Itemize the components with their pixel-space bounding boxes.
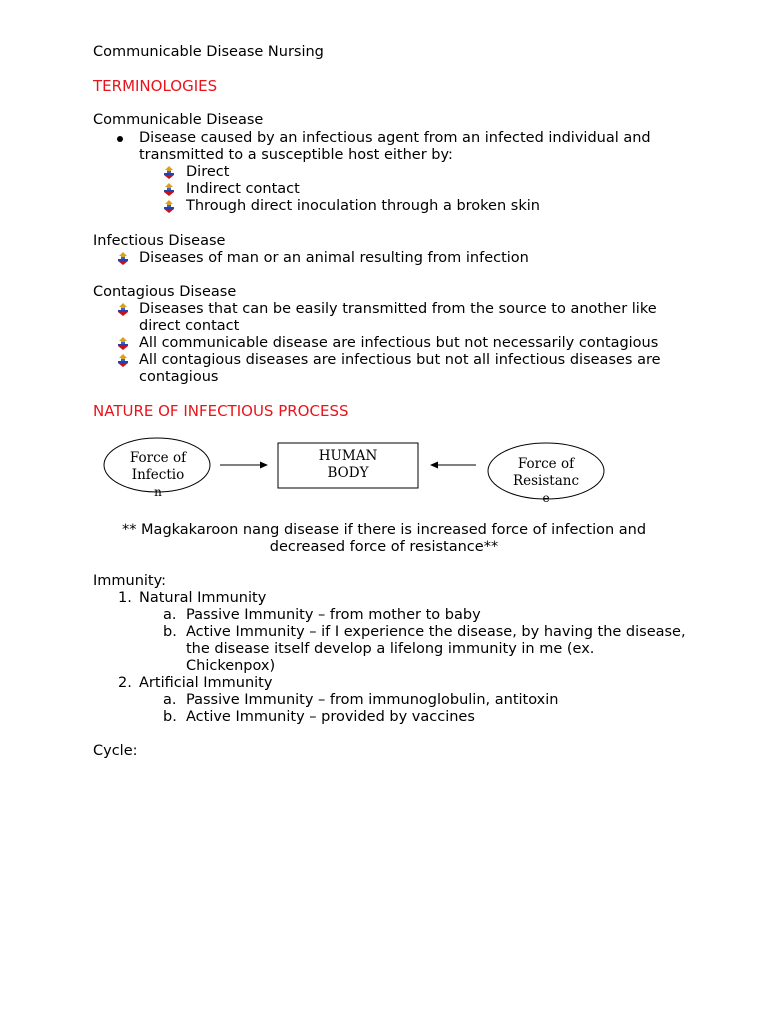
force-of-infection-line1: Force of [129,450,187,466]
arrow-bullet-icon [116,252,130,265]
force-of-resistance-line2: Resistanc [512,473,580,489]
mode-direct: Direct [186,164,230,180]
list-letter: a. [163,692,177,708]
infectious-disease-term: Infectious Disease [93,233,226,249]
list-letter: b. [163,709,177,725]
arrow-right-icon [260,462,268,469]
list-number: 1. [118,590,132,606]
contagious-item1-line2: direct contact [139,318,240,334]
contagious-item3-line1: All contagious diseases are infectious but not all infectious diseases are [139,352,661,368]
force-of-infection-line3: n [154,485,162,499]
contagious-disease-term: Contagious Disease [93,284,237,300]
natural-active-immunity-line2: the disease itself develop a lifelong immunity in me (ex. [186,641,595,657]
mode-inoculation: Through direct inoculation through a broken skin [186,198,540,214]
diagram-note-line1: ** Magkakaroon nang disease if there is increased force of infection and [121,522,647,538]
communicable-definition-line2: transmitted to a susceptible host either by: [139,147,453,163]
arrow-bullet-icon [116,354,130,367]
arrow-bullet-icon [116,303,130,316]
document-title: Communicable Disease Nursing [93,44,324,60]
list-number: 2. [118,675,132,691]
arrow-left-icon [430,462,438,469]
artificial-passive-immunity: Passive Immunity – from immunoglobulin, antitoxin [186,692,559,708]
artificial-immunity-label: Artificial Immunity [139,675,273,691]
force-of-resistance-line1: Force of [517,456,575,472]
dot-bullet-icon [117,136,123,142]
arrow-bullet-icon [162,200,176,213]
terminologies-heading: TERMINOLOGIES [93,77,218,95]
communicable-definition-line1: Disease caused by an infectious agent from an infected individual and [139,130,651,146]
contagious-item1-line1: Diseases that can be easily transmitted from the source to another like [139,301,657,317]
mode-indirect-contact: Indirect contact [186,181,300,197]
human-body-line1: HUMAN [318,448,378,464]
list-letter: b. [163,624,177,640]
artificial-active-immunity: Active Immunity – provided by vaccines [186,709,475,725]
cycle-heading: Cycle: [93,743,138,759]
natural-passive-immunity: Passive Immunity – from mother to baby [186,607,481,623]
nature-heading: NATURE OF INFECTIOUS PROCESS [93,402,349,420]
arrow-bullet-icon [162,166,176,179]
force-of-resistance-line3: e [542,491,550,505]
infectious-definition: Diseases of man or an animal resulting from infection [139,250,529,266]
contagious-item3-line2: contagious [139,369,219,385]
arrow-bullet-icon [116,337,130,350]
human-body-line2: BODY [327,465,369,481]
immunity-heading: Immunity: [93,573,167,589]
diagram-note-line2: decreased force of resistance** [269,539,499,555]
natural-active-immunity-line1: Active Immunity – if I experience the disease, by having the disease, [186,624,686,640]
force-of-infection-line2: Infectio [131,467,185,483]
list-letter: a. [163,607,177,623]
communicable-disease-term: Communicable Disease [93,112,264,128]
natural-active-immunity-line3: Chickenpox) [186,658,276,674]
natural-immunity-label: Natural Immunity [139,590,267,606]
contagious-item2: All communicable disease are infectious but not necessarily contagious [139,335,659,351]
arrow-bullet-icon [162,183,176,196]
